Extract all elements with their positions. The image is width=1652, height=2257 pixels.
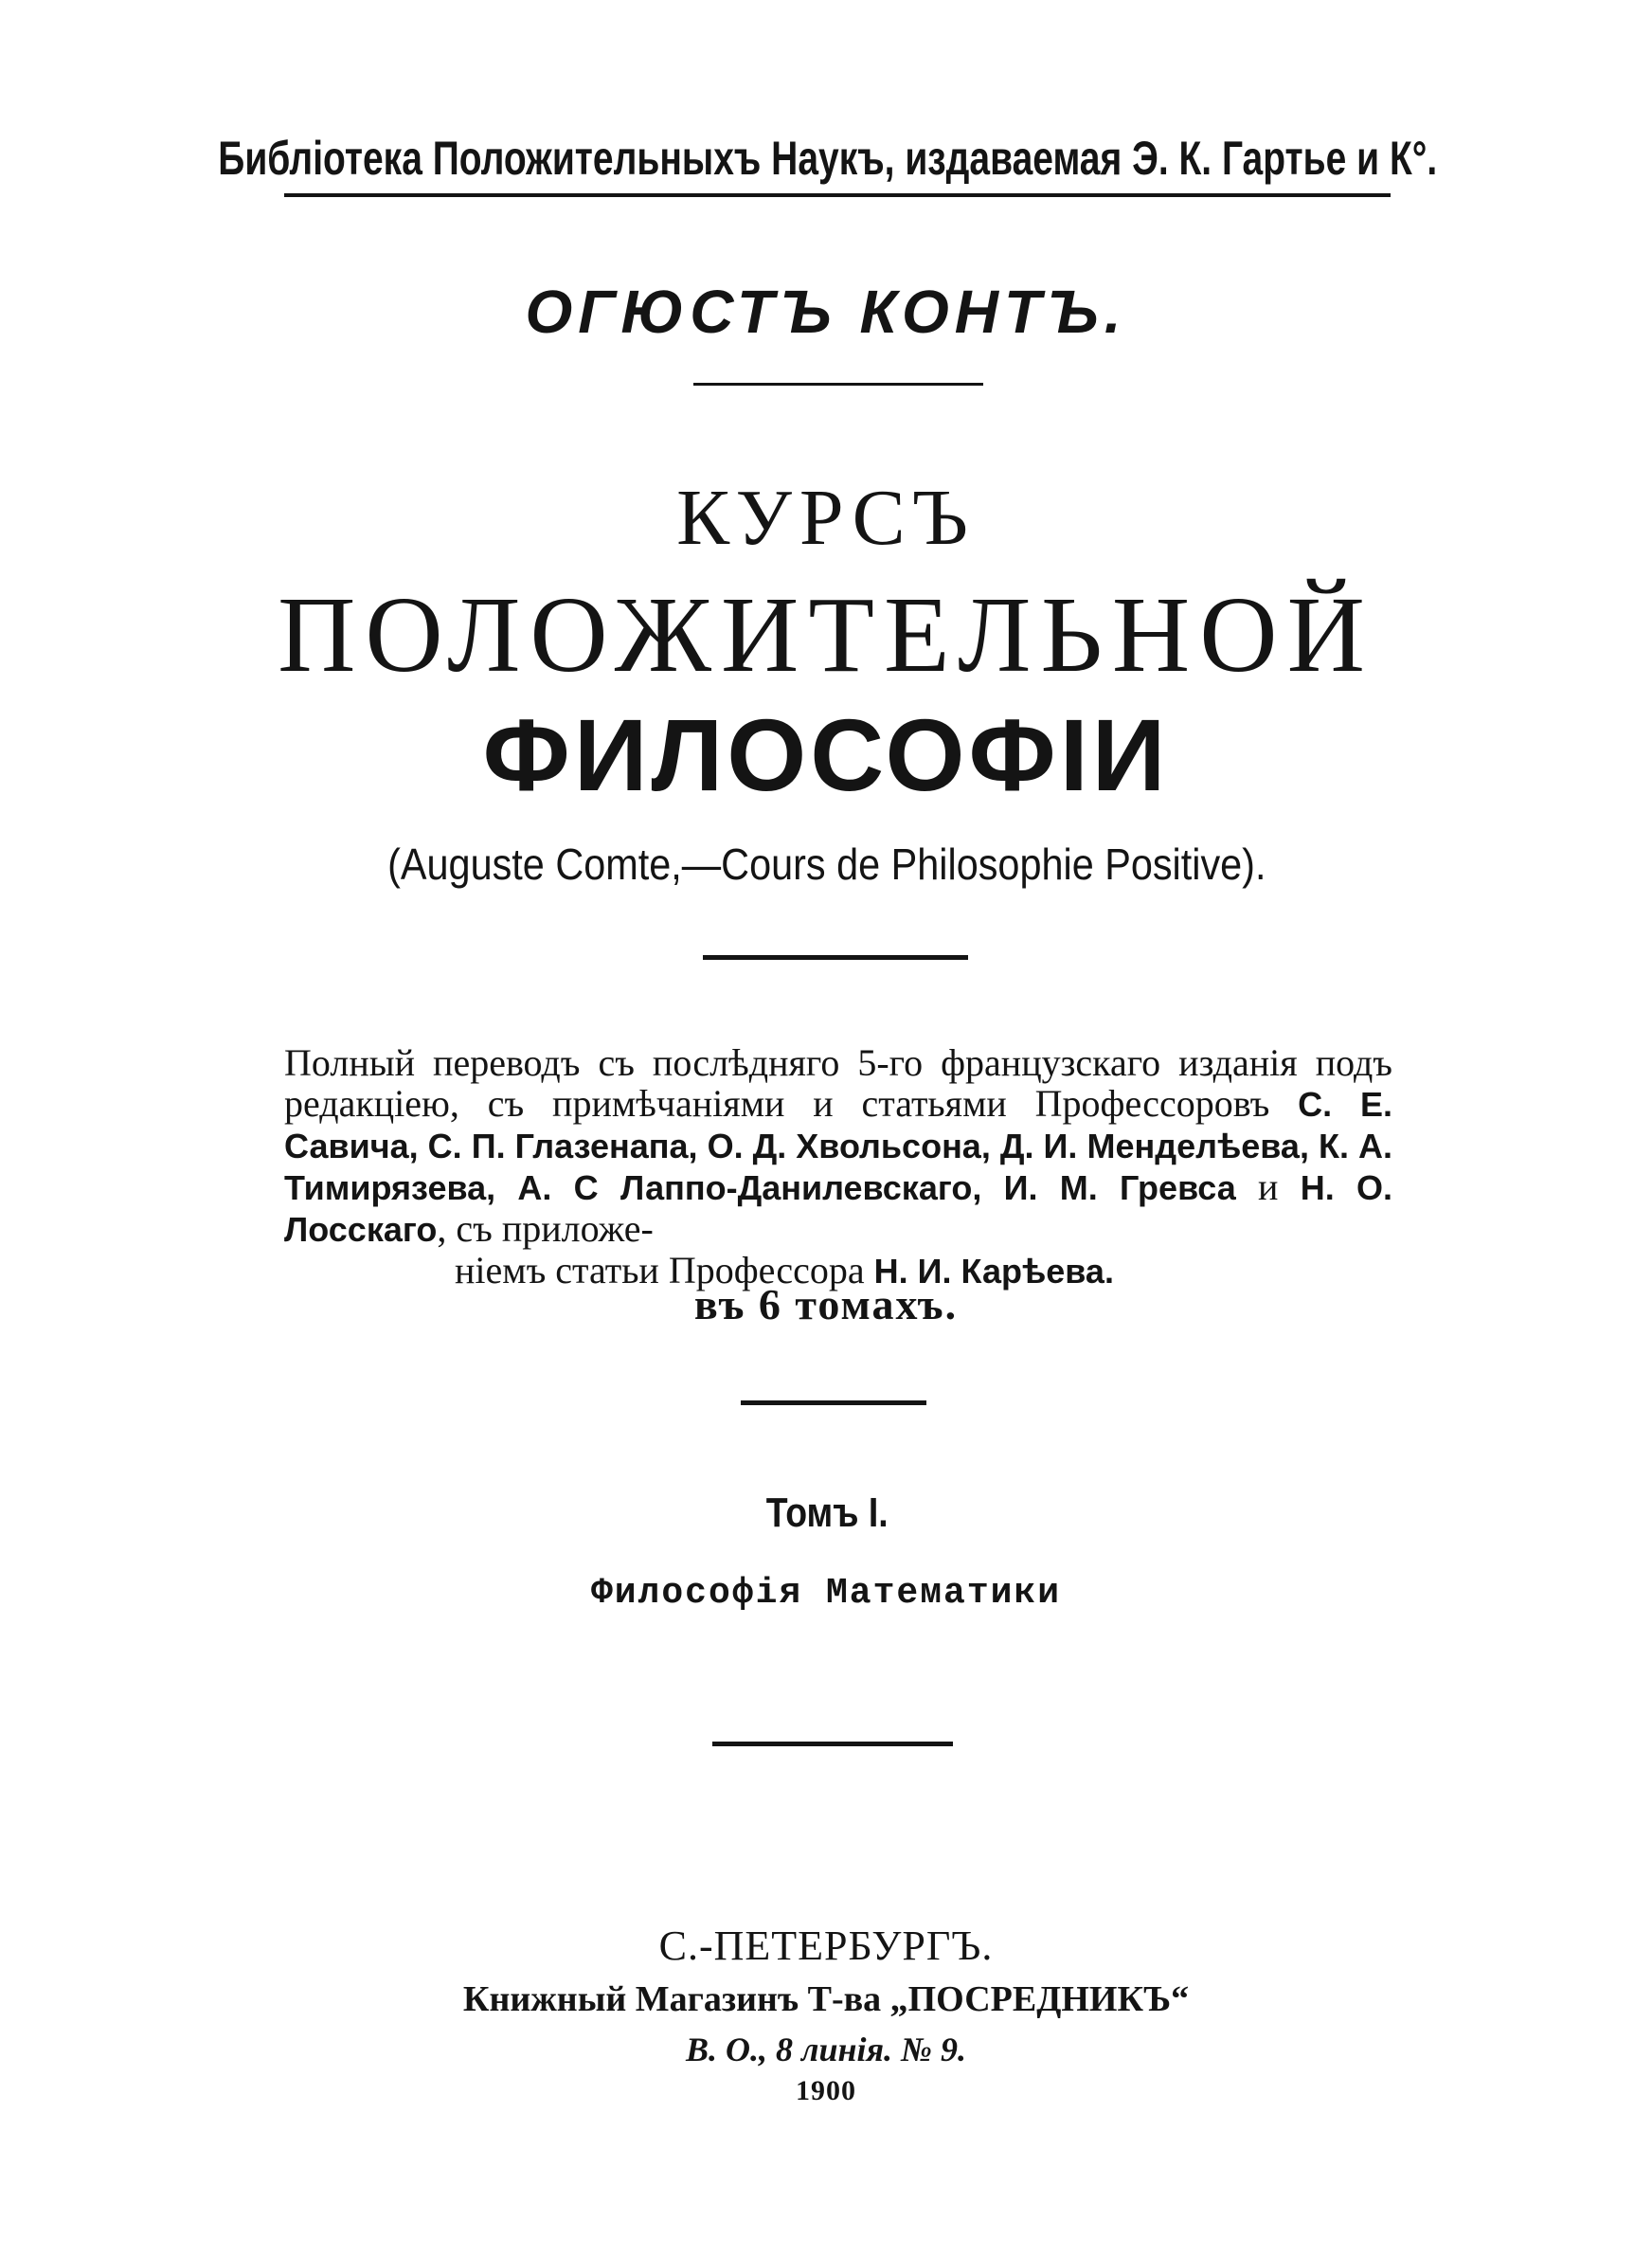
- original-title: (Auguste Comte,—Cours de Philosophie Positive).: [387, 840, 1266, 889]
- title-line-1: КУРСЪ: [676, 474, 976, 562]
- imprint-publisher: Книжный Магазинъ Т-ва „ПОСРЕДНИКЪ“: [462, 1979, 1190, 2019]
- description-text-3: , съ приложе-: [437, 1207, 654, 1250]
- rule-after-original-title: [703, 955, 968, 960]
- professors-list-1: С. Е. Савича, С. П. Глазенапа, О. Д. Хвольсона, Д. И. Менделѣева, К. А. Тимирязева, А. С Лаппо-Данилевскаго, И. М. Гревса: [284, 1085, 1392, 1207]
- rule-after-subject: [712, 1742, 953, 1746]
- translation-description: [284, 1042, 1392, 1291]
- volume-subject: Философія Математики: [590, 1573, 1062, 1614]
- rule-after-author: [693, 383, 983, 386]
- series-line: Библіотека Положительныхъ Наукъ, издаваемая Э. К. Гартье и К°.: [218, 132, 1438, 185]
- title-line-2: ПОЛОЖИТЕЛЬНОЙ: [278, 574, 1374, 695]
- top-rule: [284, 193, 1391, 197]
- description-text-2: и: [1235, 1165, 1301, 1208]
- description-text-4: ніемъ статьи Профессора: [455, 1249, 874, 1291]
- volume-count: въ 6 томахъ.: [693, 1280, 959, 1328]
- imprint-city: С.-ПЕТЕРБУРГЪ.: [658, 1923, 994, 1969]
- professor-karreev: Н. И. Карѣева.: [873, 1252, 1114, 1291]
- imprint-address: В. О., 8 линія. № 9.: [686, 2031, 966, 2068]
- volume-label: Томъ I.: [765, 1490, 889, 1536]
- professors-list-2: Н. О. Лосскаго: [284, 1168, 1392, 1249]
- imprint-year: 1900: [796, 2075, 856, 2106]
- description-text-1: Полный переводъ съ послѣдняго 5-го французскаго изданія подъ редакціею, съ примѣчаніями и статьями Профессоровъ: [284, 1041, 1392, 1125]
- rule-after-volumes: [741, 1400, 926, 1405]
- title-line-3: ФИЛОСОФІИ: [482, 697, 1170, 812]
- author-name: ОГЮСТЪ КОНТЪ.: [525, 278, 1127, 346]
